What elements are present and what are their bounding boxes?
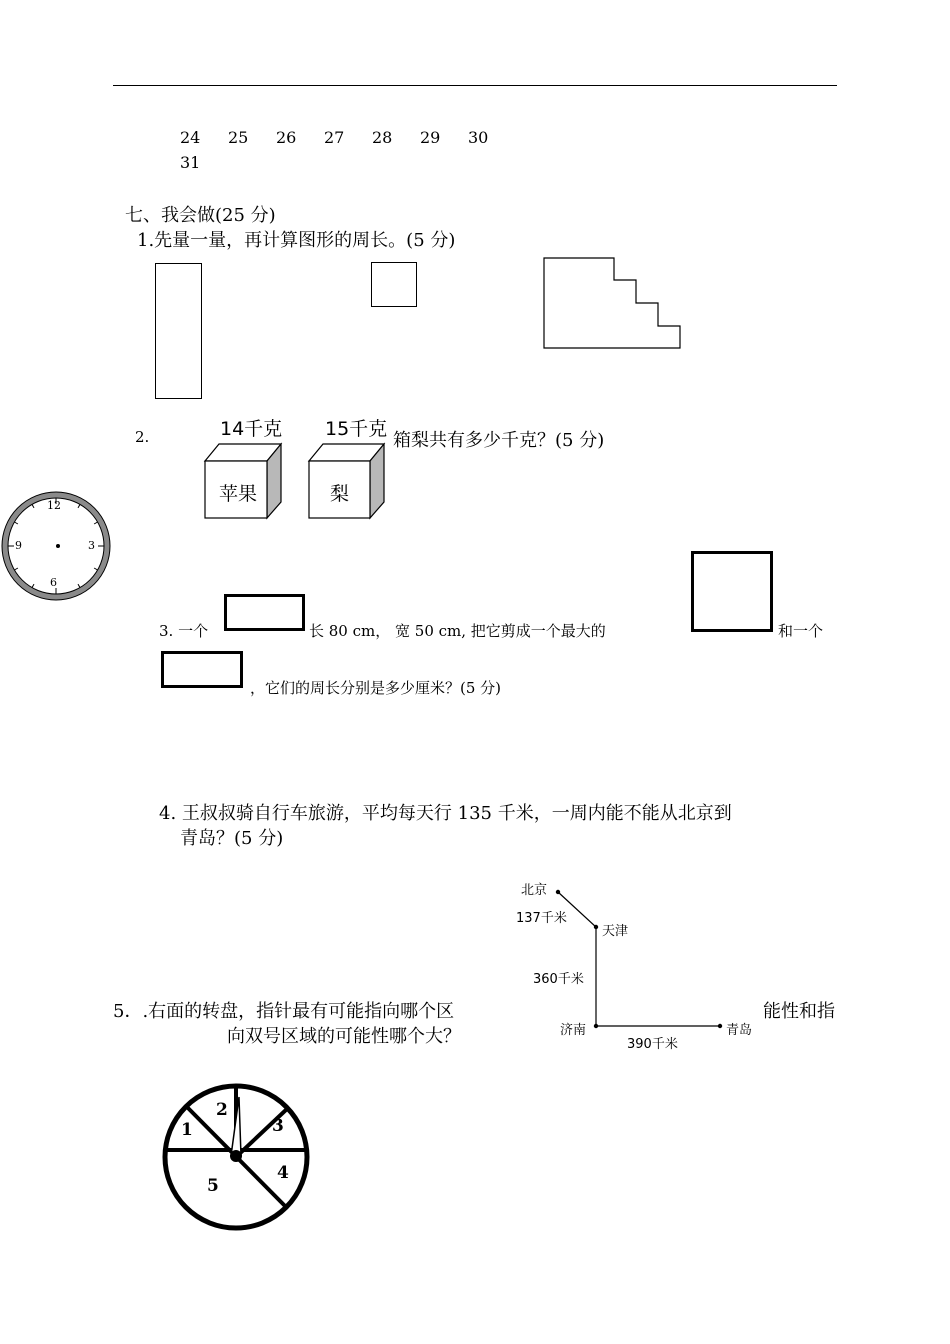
spinner-section-3: 3 <box>272 1116 284 1136</box>
city-qingdao: 青岛 <box>726 1023 753 1038</box>
question-3-text-4: ，它们的周长分别是多少厘米？(5 分) <box>250 679 502 697</box>
distance-tianjin-jinan: 360千米 <box>533 972 584 987</box>
calendar-date: 27 <box>324 128 345 147</box>
question-1-text: 1.先量一量，再计算图形的周长。(5 分) <box>137 230 456 251</box>
city-jinan: 济南 <box>560 1023 587 1038</box>
calendar-date: 29 <box>420 128 441 147</box>
spinner-section-5: 5 <box>207 1176 219 1196</box>
question-5-line-1-tail: 能性和指 <box>763 1001 835 1022</box>
question-2-text: 箱梨共有多少千克？(5 分) <box>393 430 605 451</box>
apple-box-label: 苹果 <box>219 483 258 505</box>
calendar-date: 28 <box>372 128 393 147</box>
question-2-number: 2. <box>135 428 150 446</box>
clock-number-12: 12 <box>47 499 61 512</box>
city-tianjin: 天津 <box>602 924 629 939</box>
clock-number-9: 9 <box>15 539 22 552</box>
question-3-text-1: 3. 一个 <box>159 622 209 640</box>
clock-number-6: 6 <box>50 576 57 589</box>
pear-weight-label: 15千克 <box>325 418 388 440</box>
calendar-date: 26 <box>276 128 297 147</box>
distance-jinan-qingdao: 390千米 <box>627 1037 678 1052</box>
distance-beijing-tianjin: 137千米 <box>516 911 567 926</box>
city-beijing: 北京 <box>521 883 548 898</box>
section-title: 七、我会做(25 分) <box>125 205 276 226</box>
question-4-line-2: 青岛？(5 分) <box>180 828 284 849</box>
question-3-text-3: 和一个 <box>778 622 824 640</box>
question-4-line-1: 4. 王叔叔骑自行车旅游，平均每天行 135 千米，一周内能不能从北京到 <box>159 803 732 824</box>
spinner-section-2: 2 <box>216 1100 228 1120</box>
question-5-line-1: 5．.右面的转盘，指针最有可能指向哪个区 <box>113 1001 455 1022</box>
apple-weight-label: 14千克 <box>220 418 283 440</box>
question-5-line-2: 向双号区域的可能性哪个大？ <box>227 1026 461 1047</box>
question-3-text-2: 长 80 cm， 宽 50 cm, 把它剪成一个最大的 <box>309 622 606 640</box>
calendar-date: 24 <box>180 128 201 147</box>
calendar-date: 30 <box>468 128 489 147</box>
calendar-date: 31 <box>180 153 201 172</box>
clock-number-3: 3 <box>88 539 95 552</box>
calendar-date: 25 <box>228 128 249 147</box>
spinner-section-4: 4 <box>277 1163 289 1183</box>
pear-box-label: 梨 <box>330 483 350 505</box>
spinner-section-1: 1 <box>181 1120 193 1140</box>
